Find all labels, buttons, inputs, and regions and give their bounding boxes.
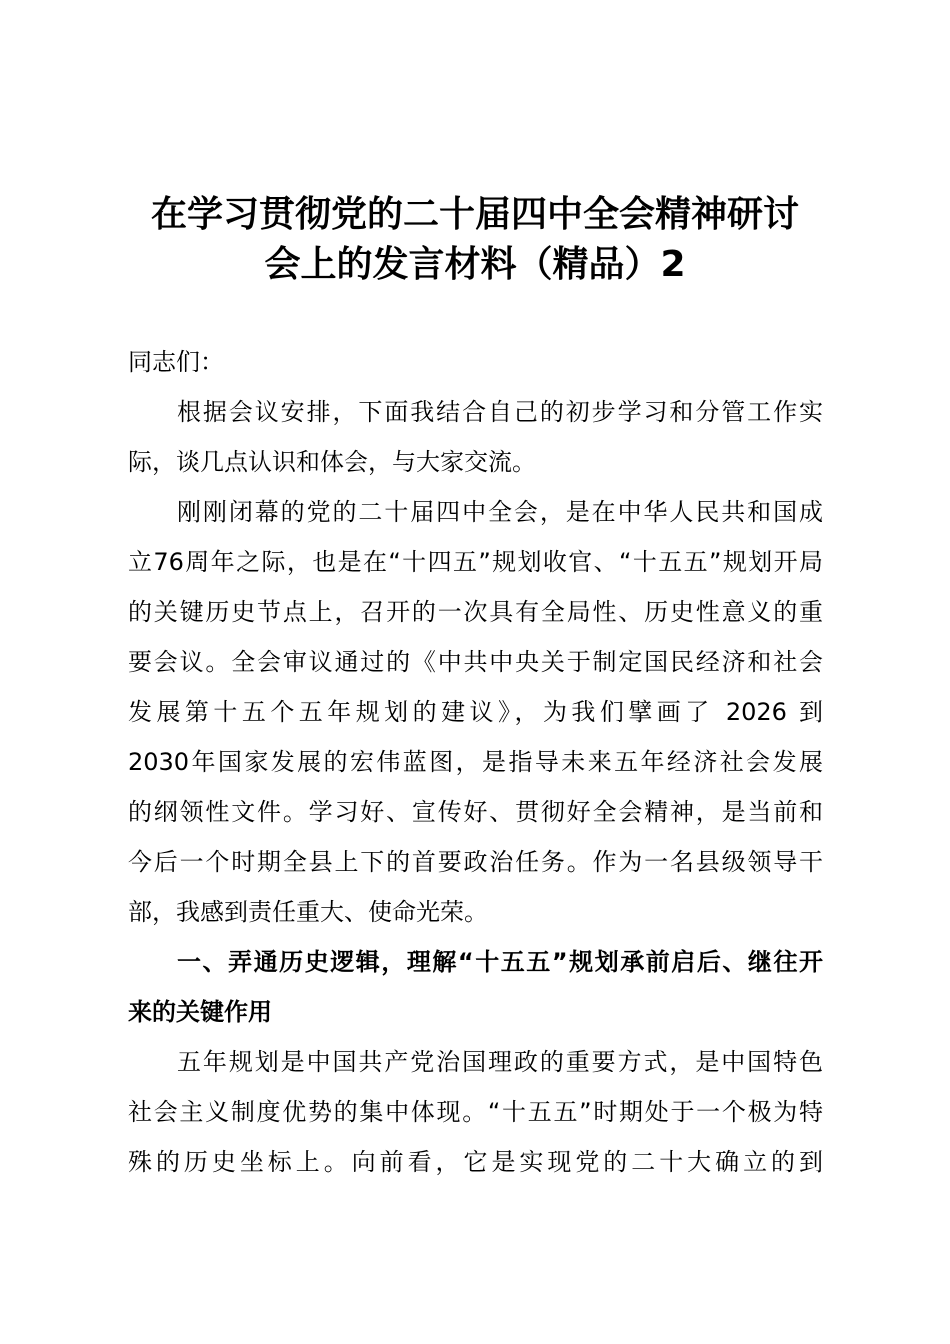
text-line: 一、弄通历史逻辑，理解“十五五”规划承前启后、继往开 xyxy=(177,948,823,976)
text-line: 根据会议安排，下面我结合自己的初步学习和分管工作实 xyxy=(177,398,823,426)
text-line: 要会议。全会审议通过的《中共中央关于制定国民经济和社会 xyxy=(128,648,823,676)
document-body xyxy=(128,337,823,1187)
paragraph xyxy=(128,387,823,487)
text-line: 的关键历史节点上，召开的一次具有全局性、历史性意义的重 xyxy=(128,598,823,626)
text-line: 今后一个时期全县上下的首要政治任务。作为一名县级领导干 xyxy=(128,848,823,876)
section-heading xyxy=(128,937,823,1037)
document-title xyxy=(0,190,950,290)
text-line: 刚刚闭幕的党的二十届四中全会，是在中华人民共和国成 xyxy=(177,498,823,526)
text-line: 际，谈几点认识和体会，与大家交流。 xyxy=(128,448,536,476)
text-line: 部，我感到责任重大、使命光荣。 xyxy=(128,898,488,926)
title-line: 会上的发言材料（精品）2 xyxy=(264,244,686,285)
text-line: 五年规划是中国共产党治国理政的重要方式，是中国特色 xyxy=(177,1048,823,1076)
salutation: 同志们： xyxy=(128,348,224,376)
text-line: 殊的历史坐标上。向前看，它是实现党的二十大确立的到 xyxy=(128,1148,823,1176)
paragraph xyxy=(128,487,823,937)
text-line: 来的关键作用 xyxy=(128,998,272,1026)
text-line: 2030年国家发展的宏伟蓝图，是指导未来五年经济社会发展 xyxy=(128,748,823,776)
text-line: 发展第十五个五年规划的建议》，为我们擘画了 2026 到 xyxy=(128,698,823,726)
text-line: 立76周年之际，也是在“十四五”规划收官、“十五五”规划开局 xyxy=(128,548,823,576)
text-line: 社会主义制度优势的集中体现。“十五五”时期处于一个极为特 xyxy=(128,1098,823,1126)
text-line: 的纲领性文件。学习好、宣传好、贯彻好全会精神，是当前和 xyxy=(128,798,823,826)
paragraph xyxy=(128,1037,823,1187)
title-line: 在学习贯彻党的二十届四中全会精神研讨 xyxy=(150,194,799,235)
